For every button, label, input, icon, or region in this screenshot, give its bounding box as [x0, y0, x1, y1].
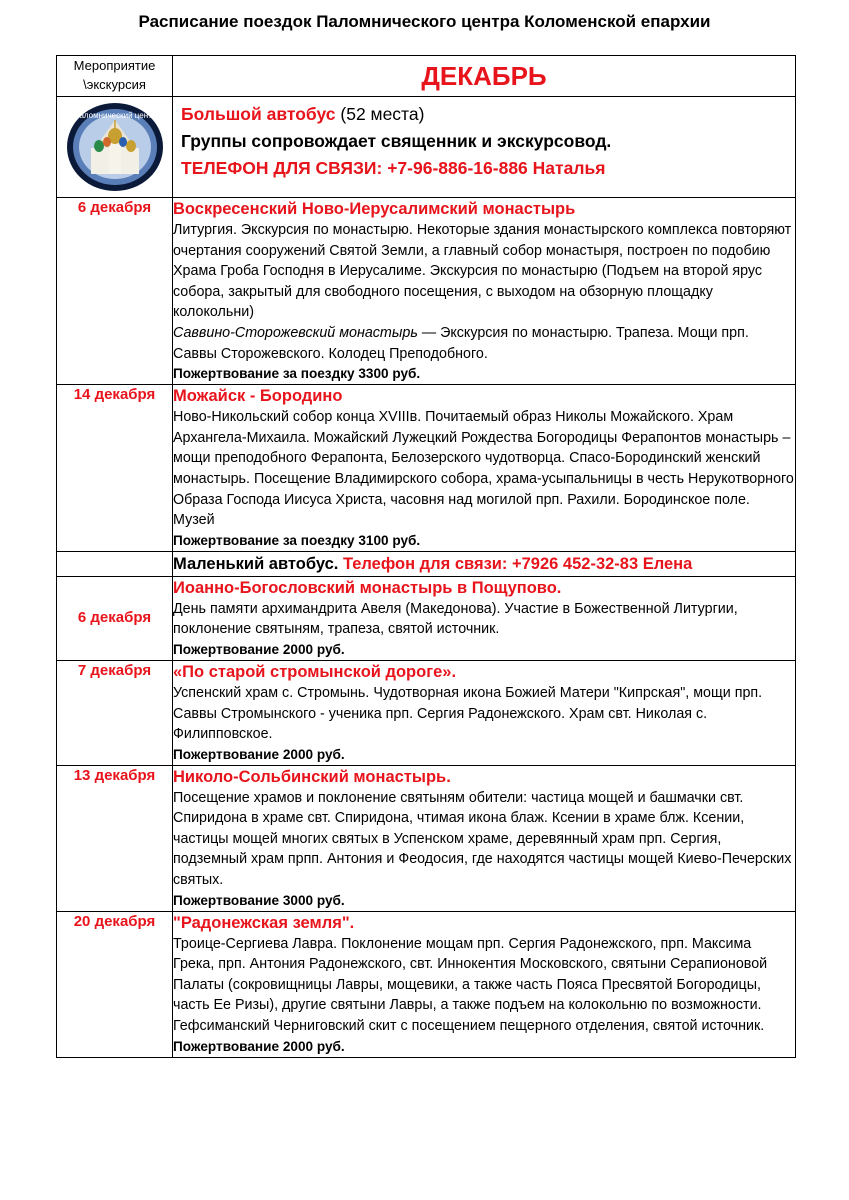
event-donation: Пожертвование за поездку 3100 руб.: [173, 532, 421, 548]
small-bus-phone: Телефон для связи: +7926 452-32-83 Елена: [342, 554, 693, 573]
logo-text: Паломнический центр: [73, 110, 156, 120]
event-donation: Пожертвование 2000 руб.: [173, 746, 345, 762]
event-description: День памяти архимандрита Авеля (Македонова). Участие в Божественной Литургии, поклонение святыням, трапеза, святой источник.: [173, 600, 738, 638]
big-bus-info: [173, 97, 796, 198]
event-title: Николо-Сольбинский монастырь.: [173, 767, 451, 786]
event-row: [57, 660, 796, 765]
event-date: 14 декабря: [57, 385, 173, 552]
pilgrimage-center-logo: [65, 102, 165, 192]
event-donation: Пожертвование за поездку 3300 руб.: [173, 366, 421, 382]
event-body: [173, 385, 796, 552]
logo-cell: [57, 97, 173, 198]
column-label: Мероприятие \экскурсия: [57, 56, 173, 97]
event-date: 20 декабря: [57, 911, 173, 1057]
event-title: Воскресенский Ново-Иерусалимский монастырь: [173, 200, 576, 218]
event-description: Ново-Никольский собор конца XVIIIв. Почитаемый образ Николы Можайского. Храм Архангела-Михаила. Можайский Лужецкий Рождества Богородицы Ферапонтов монастырь – мощи преподобного Ферапонта, Белозерского чудотворца. Спасо-Бородинский женский монастырь. Посещение Владимирского собора, храма-усыпальницы в честь Нерукотворного Образа Господа Иисуса Христа, часовня над могилой прп. Рахили. Бородинское поле. Музей: [173, 409, 794, 529]
event-body: [173, 660, 796, 765]
event-date: 6 декабря: [57, 198, 173, 385]
escort-note: Группы сопровождает священник и экскурсовод.: [181, 131, 612, 151]
event-description: Посещение храмов и поклонение святыням обители: частица мощей и башмачки свт. Спиридона в храме свт. Спиридона, чтимая икона блаж. Ксении в храме блж. Ксении, частицы мощей многих святых в Успенском храме, деревянный храм прп. Сергия, подземный храм прпп. Антония и Феодосия, где находятся частицы мощей Киево-Печерских святых.: [173, 789, 792, 889]
big-bus-row: [57, 97, 796, 198]
event-body: [173, 198, 796, 385]
header-row: [57, 56, 796, 97]
event-title: Можайск - Бородино: [173, 387, 343, 406]
event-donation: Пожертвование 3000 руб.: [173, 892, 345, 908]
event-donation: Пожертвование 2000 руб.: [173, 1038, 345, 1054]
document-title: Расписание поездок Паломнического центра Коломенской епархии: [138, 12, 711, 31]
event-row: [57, 765, 796, 911]
event-row: [57, 198, 796, 385]
event-body: [173, 911, 796, 1057]
big-bus-label: Большой автобус: [181, 104, 336, 124]
event-date: 6 декабря: [57, 576, 173, 660]
event-row: [57, 576, 796, 660]
small-bus-info: [173, 551, 796, 576]
event-row: [57, 911, 796, 1057]
event-description: Литургия. Экскурсия по монастырю. Некоторые здания монастырского комплекса повторяют очертания сооружений Святой Земли, а главный собор монастыря, построен по подобию Храма Гроба Господня в Иерусалиме. Экскурсия по монастырю (Подъем на второй ярус собора, закрытый для свободного посещения, с выходом на обзорную площадку колокольни): [173, 222, 792, 321]
event-donation: Пожертвование 2000 руб.: [173, 641, 345, 657]
big-bus-seats: (52 места): [340, 104, 425, 124]
event-date: 7 декабря: [57, 660, 173, 765]
event-title: "Радонежская земля".: [173, 913, 355, 932]
big-bus-phone: ТЕЛЕФОН ДЛЯ СВЯЗИ: +7-96-886-16-886 Наталья: [181, 158, 606, 178]
event-body: [173, 576, 796, 660]
event-title: Иоанно-Богословский монастырь в Пощупово.: [173, 578, 562, 597]
small-bus-row: [57, 551, 796, 576]
schedule-table: [56, 55, 796, 1058]
small-bus-label: Маленький автобус.: [173, 554, 339, 573]
event-italic-place: Саввино-Сторожевский монастырь: [173, 324, 418, 341]
small-bus-empty-cell: [57, 551, 173, 576]
month-heading: ДЕКАБРЬ: [173, 56, 796, 97]
event-description-extra: — Экскурсия по монастырю. Трапеза. Мощи прп. Саввы Сторожевского. Колодец Преподобного.: [173, 324, 749, 362]
event-description: Успенский храм с. Стромынь. Чудотворная икона Божией Матери "Кипрская", мощи прп. Саввы Стромынского - ученика прп. Сергия Радонежского. Храм свт. Николая с. Филипповское.: [173, 684, 763, 743]
event-description: Троице-Сергиева Лавра. Поклонение мощам прп. Сергия Радонежского, прп. Максима Грека, прп. Антония Радонежского, свт. Иннокентия Московского, святыни Серапионовой Палаты (сокровищницы Лавры, мощевики, а также часть Пояса Пресвятой Богородицы, часть Ее Ризы), другие святыни Лавры, а также подъем на колокольню по возможности. Гефсиманский Черниговский скит с посещением пещерного отделения, святой источник.: [173, 935, 768, 1035]
event-date: 13 декабря: [57, 765, 173, 911]
event-body: [173, 765, 796, 911]
event-row: [57, 385, 796, 552]
event-title: «По старой стромынской дороге».: [173, 662, 457, 681]
